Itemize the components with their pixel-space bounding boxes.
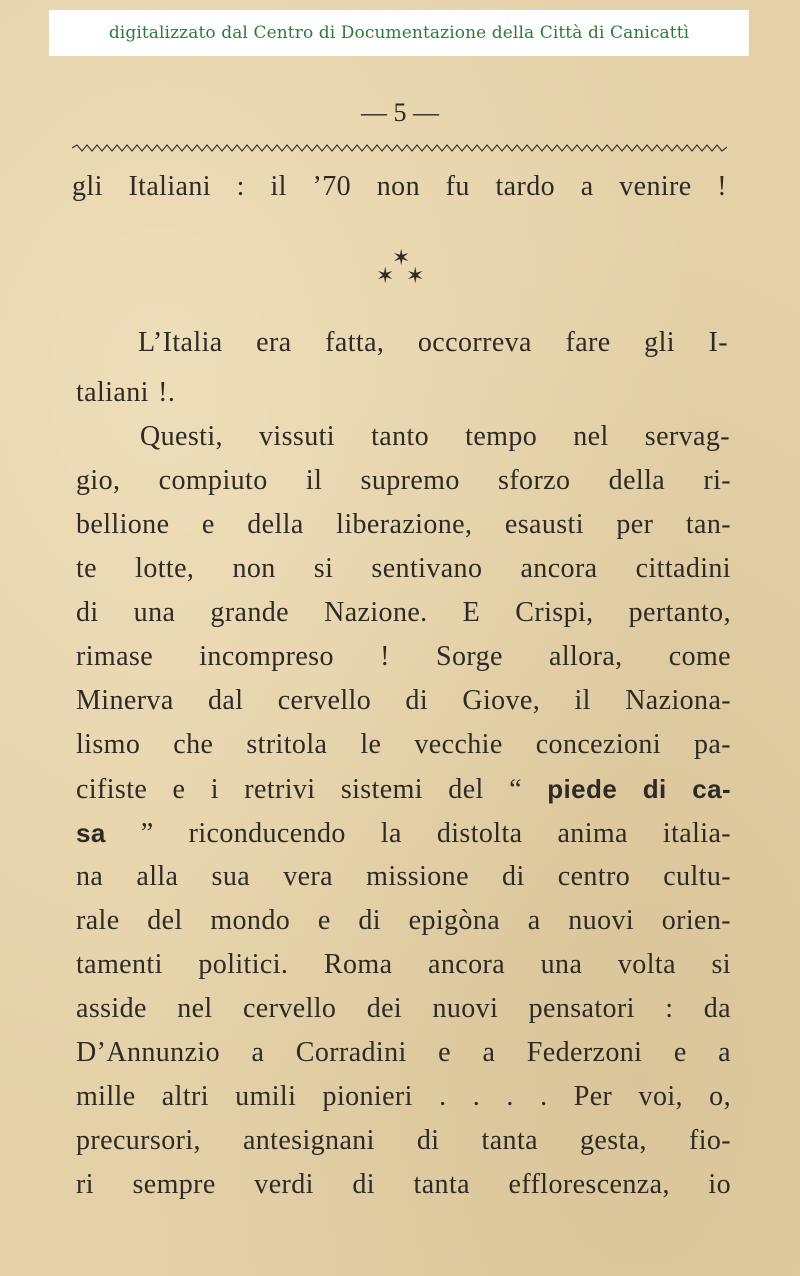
text-line-intro: gli Italiani : il ’70 non fu tardo a venire !	[72, 171, 727, 202]
text-line: te lotte, non si sentivano ancora cittadini	[76, 553, 731, 584]
digitization-banner: digitalizzato dal Centro di Documentazione della Città di Canicattì	[49, 10, 749, 56]
text-run: cifiste e i retrivi sistemi del “	[76, 774, 522, 805]
text-line: lismo che stritola le vecchie concezioni pa-	[76, 729, 731, 760]
text-line: ri sempre verdi di tanta efflorescenza, io	[76, 1169, 731, 1200]
text-line: mille altri umili pionieri . . . . Per voi, o,	[76, 1081, 731, 1112]
text-line: rale del mondo e di epigòna a nuovi orien-	[76, 905, 731, 936]
text-line: rimase incompreso ! Sorge allora, come	[76, 641, 731, 672]
asterism-star: ✶	[406, 263, 425, 288]
text-line: na alla sua vera missione di centro cultu-	[76, 861, 731, 892]
text-line: precursori, antesignani di tanta gesta, fio-	[76, 1125, 731, 1156]
text-line: D’Annunzio a Corradini e a Federzoni e a	[76, 1037, 731, 1068]
asterism-star: ✶	[376, 263, 395, 288]
text-run-bold: piede di ca-	[547, 774, 731, 804]
text-run: ” riconducendo la distolta anima italia-	[105, 818, 731, 849]
text-line: L’Italia era fatta, occorreva fare gli I-	[138, 327, 728, 358]
asterism-star: ✶	[392, 245, 411, 270]
page-number: — 5 —	[361, 98, 439, 127]
text-line: di una grande Nazione. E Crispi, pertanto,	[76, 597, 731, 628]
asterism-separator	[370, 245, 430, 289]
text-line: asside nel cervello dei nuovi pensatori : da	[76, 993, 731, 1024]
text-line: bellione e della liberazione, esausti per tan-	[76, 509, 731, 540]
text-line	[76, 774, 731, 805]
text-line: Minerva dal cervello di Giove, il Naziona-	[76, 685, 731, 716]
text-line: tamenti politici. Roma ancora una volta si	[76, 949, 731, 980]
wavy-rule	[72, 142, 727, 154]
text-line: Questi, vissuti tanto tempo nel servag-	[140, 421, 730, 452]
text-line	[76, 818, 731, 849]
text-run-bold: sa	[76, 818, 106, 848]
text-line: gio, compiuto il supremo sforzo della ri-	[76, 465, 731, 496]
text-line: taliani !.	[76, 377, 176, 408]
